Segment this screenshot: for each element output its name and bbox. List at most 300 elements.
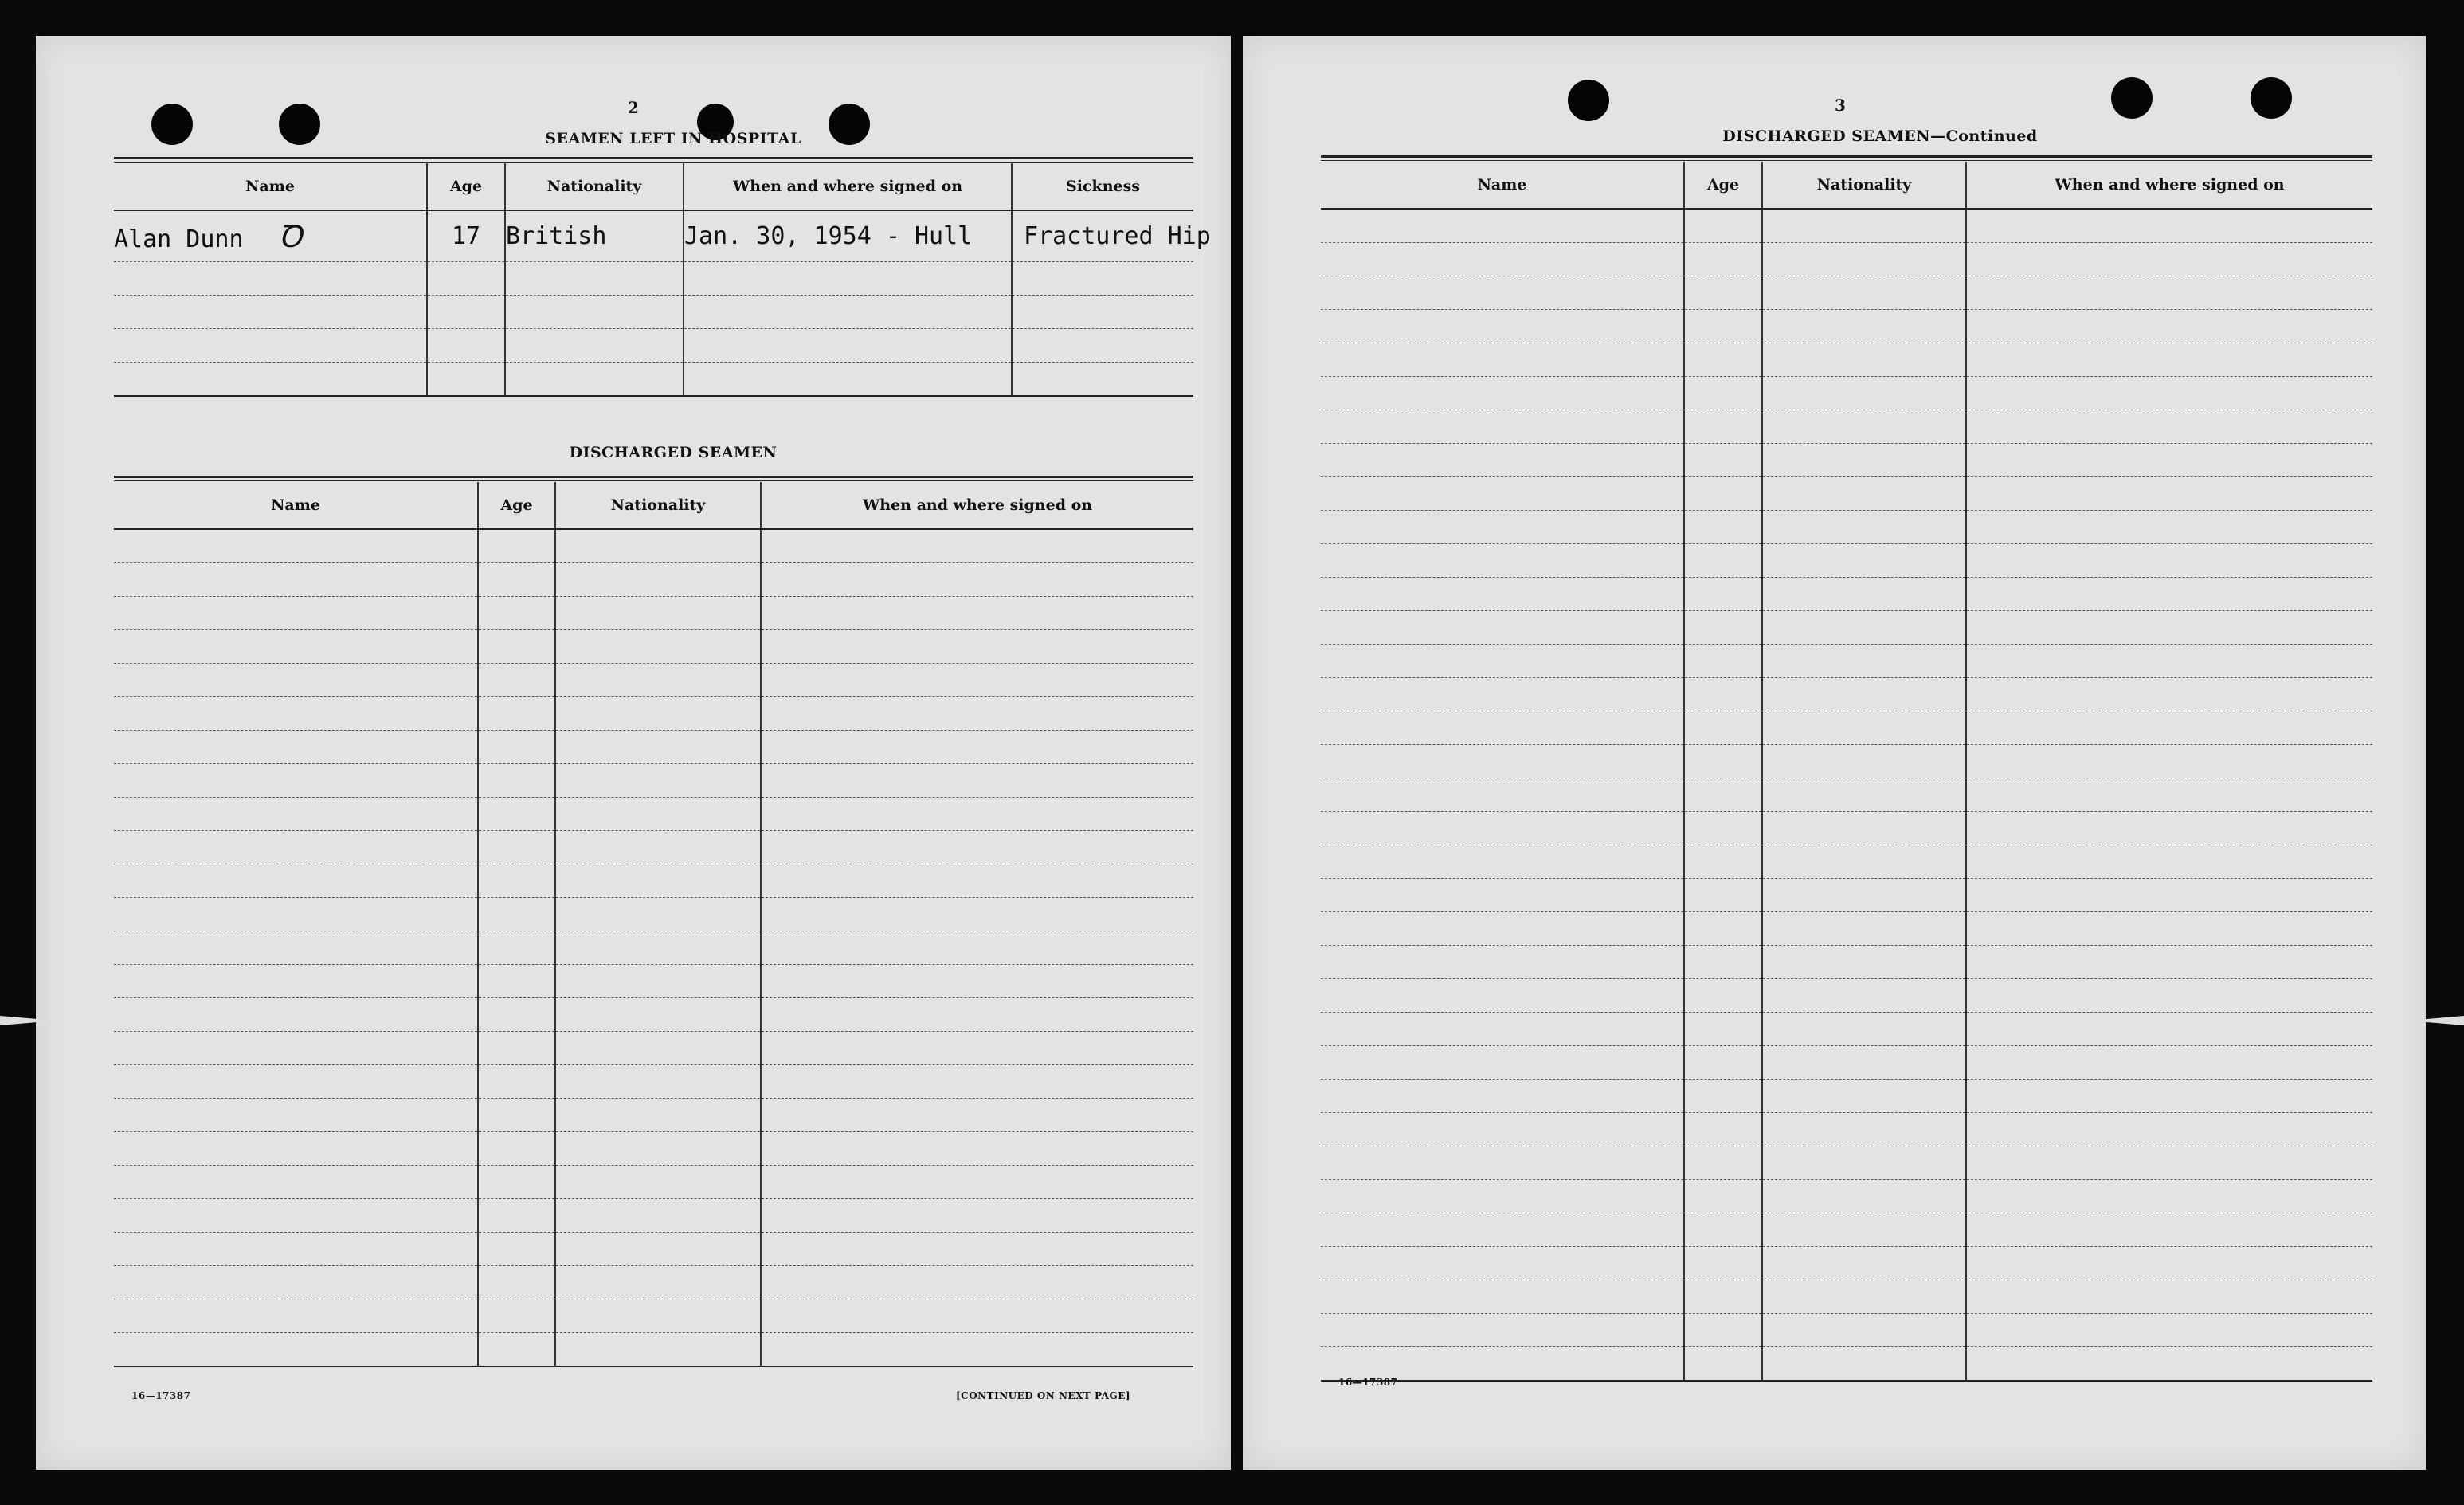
blank-cell [478, 697, 555, 731]
page-number: 3 [1835, 96, 1846, 115]
table-row [1321, 778, 2372, 812]
column-header-name: Name [1321, 162, 1684, 209]
blank-cell [1321, 1146, 1684, 1180]
table-row [114, 529, 1193, 563]
blank-cell [761, 931, 1193, 965]
blank-cell [555, 563, 761, 597]
table-row [114, 1333, 1193, 1367]
blank-cell [1684, 745, 1762, 778]
blank-cell [1966, 444, 2372, 477]
blank-cell [761, 1199, 1193, 1233]
blank-cell [1966, 1314, 2372, 1347]
blank-cell [1321, 645, 1684, 678]
blank-cell [1321, 1013, 1684, 1046]
blank-cell [1762, 1113, 1966, 1146]
blank-cell [478, 1132, 555, 1166]
blank-cell [478, 1299, 555, 1333]
blank-cell [1966, 544, 2372, 578]
blank-cell [114, 731, 478, 764]
table-row [1321, 1080, 2372, 1113]
blank-cell [1966, 209, 2372, 243]
blank-cell [114, 1199, 478, 1233]
blank-cell [1762, 611, 1966, 645]
table-row [114, 664, 1193, 697]
blank-cell [1762, 845, 1966, 879]
table-row [114, 630, 1193, 664]
column-header-age: Age [1684, 162, 1762, 209]
blank-cell [1684, 377, 1762, 410]
blank-cell [1966, 845, 2372, 879]
right-page [1243, 36, 2426, 1470]
continued-note: [CONTINUED ON NEXT PAGE] [956, 1390, 1131, 1401]
blank-cell [555, 1032, 761, 1065]
blank-cell [1684, 879, 1762, 912]
blank-cell [114, 1333, 478, 1367]
blank-cell [1321, 879, 1684, 912]
blank-cell [1966, 1247, 2372, 1280]
blank-cell [478, 630, 555, 664]
blank-cell [761, 1266, 1193, 1299]
blank-cell [1321, 912, 1684, 946]
seaman-name-cell [114, 210, 427, 261]
table-row [114, 362, 1193, 396]
hospital-section-title: SEAMEN LEFT IN HOSPITAL [545, 130, 801, 147]
table-row [1321, 243, 2372, 276]
blank-cell [1966, 1080, 2372, 1113]
blank-cell [1684, 276, 1762, 310]
blank-cell [478, 1333, 555, 1367]
blank-cell [761, 1132, 1193, 1166]
blank-cell [1966, 1146, 2372, 1180]
blank-cell [1684, 912, 1762, 946]
blank-cell [555, 664, 761, 697]
blank-cell [1762, 946, 1966, 979]
blank-cell [1762, 745, 1966, 778]
blank-cell [1684, 1146, 1762, 1180]
blank-cell [555, 1199, 761, 1233]
column-header-nationality: Nationality [505, 163, 684, 210]
blank-cell [1321, 444, 1684, 477]
table-row [114, 1266, 1193, 1299]
blank-cell [555, 630, 761, 664]
blank-cell [1966, 477, 2372, 511]
blank-cell [1966, 611, 2372, 645]
binder-mark [2408, 1016, 2464, 1025]
blank-cell [114, 630, 478, 664]
blank-cell [114, 1065, 478, 1099]
discharged-table [114, 482, 1193, 1367]
blank-cell [1762, 377, 1966, 410]
blank-cell [1684, 979, 1762, 1013]
punch-hole [279, 104, 320, 145]
blank-cell [1684, 711, 1762, 745]
blank-cell [1684, 1247, 1762, 1280]
blank-cell [1321, 578, 1684, 611]
blank-cell [1966, 645, 2372, 678]
table-row [114, 965, 1193, 998]
blank-cell [1966, 1046, 2372, 1080]
blank-cell [114, 563, 478, 597]
blank-cell [555, 1233, 761, 1266]
blank-cell [1321, 1213, 1684, 1247]
blank-cell [761, 864, 1193, 898]
table-row [114, 998, 1193, 1032]
blank-cell [1762, 578, 1966, 611]
blank-cell [761, 1333, 1193, 1367]
blank-cell [114, 798, 478, 831]
blank-cell [1321, 343, 1684, 377]
blank-cell [1762, 243, 1966, 276]
blank-cell [1684, 1180, 1762, 1213]
table-row [114, 931, 1193, 965]
table-row [1321, 1013, 2372, 1046]
blank-cell [761, 1099, 1193, 1132]
table-row [1321, 1146, 2372, 1180]
blank-cell [1966, 343, 2372, 377]
blank-cell [1762, 544, 1966, 578]
blank-cell [1762, 645, 1966, 678]
blank-cell [1684, 410, 1762, 444]
table-row [114, 1199, 1193, 1233]
column-header-signed-on: When and where signed on [684, 163, 1012, 210]
column-header-age: Age [478, 482, 555, 529]
table-row [114, 798, 1193, 831]
blank-cell [1966, 812, 2372, 845]
left-page [36, 36, 1231, 1470]
blank-cell [1321, 946, 1684, 979]
blank-cell [1684, 1347, 1762, 1382]
blank-cell [478, 764, 555, 798]
blank-cell [1966, 377, 2372, 410]
blank-cell [1966, 410, 2372, 444]
blank-cell [1762, 343, 1966, 377]
table-row [1321, 678, 2372, 711]
punch-hole [2251, 77, 2292, 119]
table-row [1321, 1046, 2372, 1080]
table-row [114, 210, 1193, 261]
column-header-nationality: Nationality [555, 482, 761, 529]
blank-cell [555, 731, 761, 764]
form-number: 16—17387 [131, 1390, 191, 1401]
blank-cell [114, 697, 478, 731]
table-row [114, 864, 1193, 898]
discharged-continued-title: DISCHARGED SEAMEN—Continued [1722, 127, 2038, 145]
table-row [1321, 645, 2372, 678]
punch-hole [2111, 77, 2153, 119]
blank-cell [114, 864, 478, 898]
blank-cell [478, 597, 555, 630]
blank-cell [1762, 912, 1966, 946]
blank-cell [761, 563, 1193, 597]
blank-cell [478, 1199, 555, 1233]
blank-cell [478, 1032, 555, 1065]
blank-cell [1966, 1347, 2372, 1382]
seaman-nationality: British [505, 210, 684, 261]
table-row [1321, 845, 2372, 879]
table-row [114, 563, 1193, 597]
column-header-name: Name [114, 163, 427, 210]
section-rule [1321, 155, 2372, 158]
blank-cell [1321, 1347, 1684, 1382]
blank-cell [1684, 1046, 1762, 1080]
table-row [1321, 276, 2372, 310]
blank-cell [555, 998, 761, 1032]
column-header-name: Name [114, 482, 478, 529]
blank-cell [478, 664, 555, 697]
binder-mark [0, 1016, 56, 1025]
blank-cell [1762, 1180, 1966, 1213]
column-header-signed-on: When and where signed on [761, 482, 1193, 529]
blank-cell [1762, 778, 1966, 812]
blank-cell [555, 1166, 761, 1199]
blank-cell [114, 597, 478, 630]
table-row [1321, 946, 2372, 979]
blank-cell [1684, 611, 1762, 645]
blank-cell [478, 1166, 555, 1199]
table-row [1321, 410, 2372, 444]
table-row [114, 1299, 1193, 1333]
form-number: 16—17387 [1338, 1377, 1398, 1388]
blank-cell [478, 898, 555, 931]
blank-cell [1684, 812, 1762, 845]
blank-cell [761, 664, 1193, 697]
table-row [1321, 1247, 2372, 1280]
blank-cell [1321, 209, 1684, 243]
hospital-table [114, 163, 1211, 397]
table-row [114, 898, 1193, 931]
blank-cell [555, 1266, 761, 1299]
blank-cell [1684, 1113, 1762, 1146]
blank-cell [761, 965, 1193, 998]
blank-cell [1762, 1080, 1966, 1113]
blank-cell [1684, 778, 1762, 812]
blank-cell [1966, 310, 2372, 343]
table-row [114, 1065, 1193, 1099]
blank-cell [1321, 1113, 1684, 1146]
handwritten-initials: Ꝺ [278, 219, 303, 255]
blank-cell [114, 1266, 478, 1299]
blank-cell [1684, 845, 1762, 879]
blank-cell [1321, 276, 1684, 310]
column-header-sickness: Sickness [1012, 163, 1193, 210]
table-row [1321, 1113, 2372, 1146]
blank-cell [478, 1266, 555, 1299]
blank-cell [555, 965, 761, 998]
blank-cell [1321, 745, 1684, 778]
blank-cell [761, 1299, 1193, 1333]
section-rule [114, 476, 1193, 478]
blank-cell [555, 931, 761, 965]
table-row [1321, 377, 2372, 410]
table-row [114, 1032, 1193, 1065]
table-row [1321, 812, 2372, 845]
blank-cell [555, 697, 761, 731]
blank-cell [555, 1065, 761, 1099]
blank-cell [1321, 544, 1684, 578]
blank-cell [114, 1032, 478, 1065]
table-row [1321, 578, 2372, 611]
blank-cell [1966, 946, 2372, 979]
blank-cell [555, 831, 761, 864]
table-row [1321, 745, 2372, 778]
blank-cell [1684, 1314, 1762, 1347]
table-row [1321, 1280, 2372, 1314]
table-row [1321, 611, 2372, 645]
discharged-section-title: DISCHARGED SEAMEN [569, 444, 778, 461]
table-row [1321, 209, 2372, 243]
blank-cell [1321, 1046, 1684, 1080]
blank-cell [1321, 678, 1684, 711]
blank-cell [555, 1299, 761, 1333]
column-header-signed-on: When and where signed on [1966, 162, 2372, 209]
blank-cell [761, 764, 1193, 798]
blank-cell [761, 529, 1193, 563]
blank-cell [1762, 310, 1966, 343]
blank-cell [1321, 845, 1684, 879]
blank-cell [761, 1233, 1193, 1266]
blank-cell [761, 1032, 1193, 1065]
blank-cell [1684, 1280, 1762, 1314]
blank-cell [1966, 1213, 2372, 1247]
blank-cell [114, 1233, 478, 1266]
blank-cell [478, 864, 555, 898]
blank-cell [1684, 477, 1762, 511]
blank-cell [1684, 1013, 1762, 1046]
blank-cell [114, 664, 478, 697]
seaman-signed-on: Jan. 30, 1954 - Hull [684, 210, 1012, 261]
blank-cell [1321, 1080, 1684, 1113]
table-row [1321, 879, 2372, 912]
blank-cell [1321, 243, 1684, 276]
blank-cell [1966, 1280, 2372, 1314]
blank-cell [114, 1299, 478, 1333]
table-row [1321, 1314, 2372, 1347]
blank-cell [761, 731, 1193, 764]
blank-cell [1966, 678, 2372, 711]
blank-cell [1966, 778, 2372, 812]
blank-cell [478, 831, 555, 864]
blank-cell [761, 998, 1193, 1032]
table-row [114, 1233, 1193, 1266]
table-row [114, 1099, 1193, 1132]
blank-cell [1321, 1314, 1684, 1347]
blank-cell [1966, 711, 2372, 745]
blank-cell [1684, 645, 1762, 678]
blank-cell [761, 1065, 1193, 1099]
blank-cell [1966, 879, 2372, 912]
blank-cell [1321, 1180, 1684, 1213]
blank-cell [1966, 1013, 2372, 1046]
blank-cell [1321, 410, 1684, 444]
blank-cell [114, 529, 478, 563]
blank-cell [1762, 1213, 1966, 1247]
blank-cell [478, 529, 555, 563]
blank-cell [1684, 343, 1762, 377]
blank-cell [555, 798, 761, 831]
blank-cell [1321, 477, 1684, 511]
blank-cell [1684, 544, 1762, 578]
blank-cell [1966, 745, 2372, 778]
blank-cell [1321, 377, 1684, 410]
blank-cell [1684, 678, 1762, 711]
blank-cell [1684, 946, 1762, 979]
blank-cell [1762, 444, 1966, 477]
seaman-sickness: Fractured Hip [1012, 210, 1193, 261]
blank-cell [761, 1166, 1193, 1199]
blank-cell [1966, 578, 2372, 611]
blank-cell [478, 798, 555, 831]
blank-cell [1321, 778, 1684, 812]
blank-cell [1966, 1113, 2372, 1146]
punch-hole [1568, 80, 1609, 121]
table-row [114, 261, 1193, 295]
table-row [1321, 477, 2372, 511]
blank-cell [1966, 511, 2372, 544]
blank-cell [1966, 1180, 2372, 1213]
blank-cell [1321, 711, 1684, 745]
blank-cell [1321, 812, 1684, 845]
blank-cell [761, 597, 1193, 630]
blank-cell [1321, 511, 1684, 544]
section-rule [114, 157, 1193, 159]
blank-cell [1684, 310, 1762, 343]
blank-cell [1762, 711, 1966, 745]
blank-cell [555, 1333, 761, 1367]
table-row [1321, 979, 2372, 1013]
seaman-age: 17 [427, 210, 505, 261]
column-header-age: Age [427, 163, 505, 210]
blank-cell [114, 965, 478, 998]
blank-cell [1684, 209, 1762, 243]
blank-cell [555, 1099, 761, 1132]
table-row [114, 697, 1193, 731]
table-row [114, 328, 1193, 362]
table-row [114, 1166, 1193, 1199]
blank-cell [1762, 209, 1966, 243]
table-row [1321, 343, 2372, 377]
blank-cell [478, 931, 555, 965]
blank-cell [1684, 1213, 1762, 1247]
blank-cell [1762, 879, 1966, 912]
table-row [114, 831, 1193, 864]
table-row [1321, 444, 2372, 477]
blank-cell [114, 1132, 478, 1166]
blank-cell [1762, 477, 1966, 511]
blank-cell [1762, 678, 1966, 711]
punch-hole [151, 104, 193, 145]
blank-cell [761, 697, 1193, 731]
table-row [1321, 1180, 2372, 1213]
blank-cell [1321, 1247, 1684, 1280]
blank-cell [1762, 1280, 1966, 1314]
table-row [1321, 912, 2372, 946]
blank-cell [761, 898, 1193, 931]
table-row [1321, 711, 2372, 745]
blank-cell [1321, 310, 1684, 343]
blank-cell [478, 998, 555, 1032]
discharged-continued-table [1321, 162, 2372, 1382]
blank-cell [761, 798, 1193, 831]
blank-cell [555, 1132, 761, 1166]
blank-cell [478, 731, 555, 764]
blank-cell [1762, 1314, 1966, 1347]
blank-cell [761, 630, 1193, 664]
blank-cell [1966, 243, 2372, 276]
blank-cell [761, 831, 1193, 864]
table-row [114, 295, 1193, 328]
blank-cell [1762, 276, 1966, 310]
blank-cell [555, 529, 761, 563]
